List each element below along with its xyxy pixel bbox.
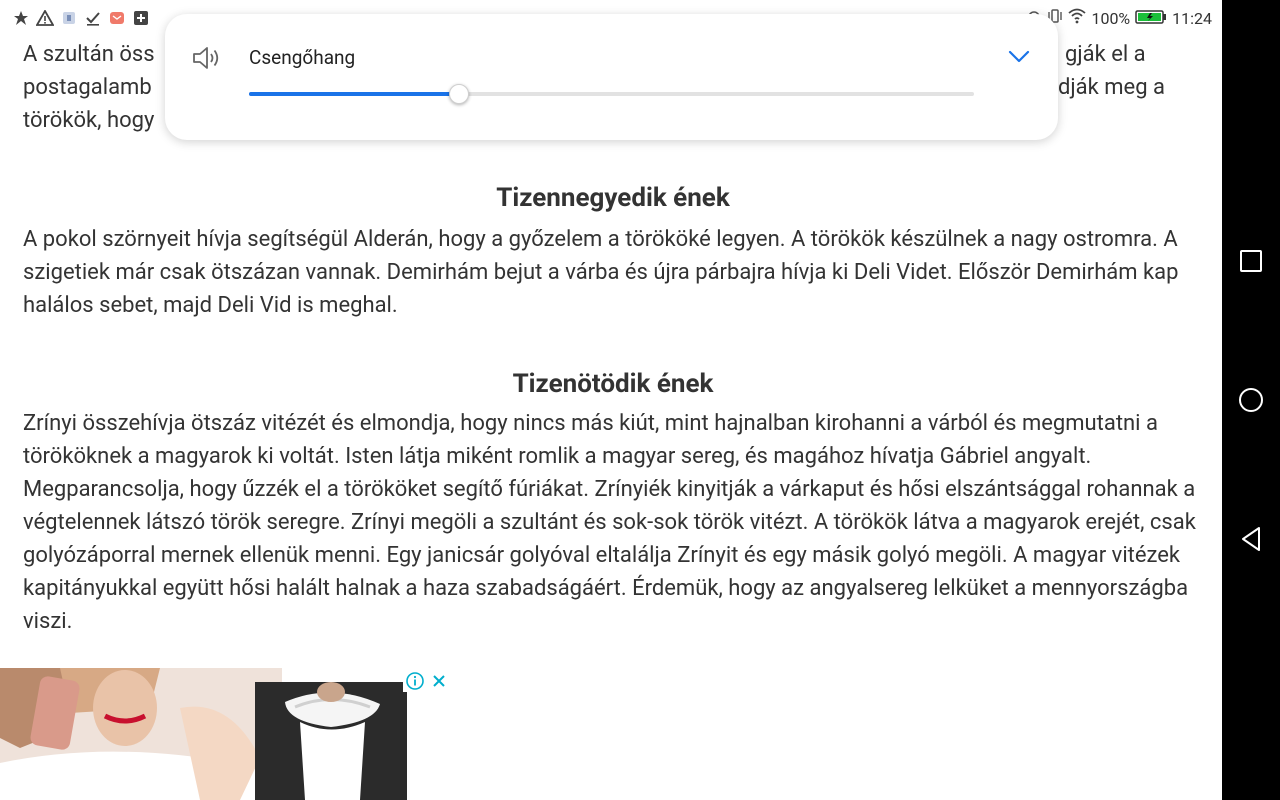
mail-app-icon xyxy=(108,9,126,27)
ad-info-icon[interactable] xyxy=(403,669,426,692)
volume-label: Csengőhang xyxy=(249,46,356,69)
triangle-back-icon[interactable] xyxy=(1236,524,1266,554)
paragraph-13-line-3-left: törökök, hogy xyxy=(23,108,155,133)
volume-slider-fill xyxy=(249,92,459,96)
paragraph-13-line-2-left: postagalamb xyxy=(23,75,152,100)
notification-icons xyxy=(12,9,150,27)
ad-image-right[interactable] xyxy=(255,682,407,800)
paragraph-13-line-2-right: dják meg a xyxy=(1058,75,1165,100)
paragraph-15: Zrínyi összehívja ötszáz vitézét és elmondja, hogy nincs más kiút, mint hajnalban kirohanni a várból és megmutatni a törököknek a magyarok ki voltát. Isten látja miként romlik a magyar sereg, és magához hívatja Gábriel angyalt. Megparancsolja, hogy űzzék el a törököket segítő fúriákat. Zrínyiék kinyitják a várkaput és hősi elszántsággal rohannak a végtelennek látszó török seregre. Zrínyi megöli a szultánt és sok-sok török vitézt. A törökök látva a magyarok erejét, csak golyózáporral mernek ellenük menni. Egy janicsár golyóval eltalálja Zrínyit és egy másik golyó megöli. A magyar vitézek kapitányukkal együtt hősi halált halnak a haza szabadságáért. Érdemük, hogy az angyalsereg lelküket a mennyországba viszi. xyxy=(23,411,1196,634)
square-icon[interactable] xyxy=(1236,246,1266,276)
paragraph-13-line-1-left: A szultán öss xyxy=(23,42,155,67)
add-box-icon xyxy=(132,9,150,27)
shield-app-icon xyxy=(60,9,78,27)
navigation-bar xyxy=(1222,0,1280,800)
paragraph-14: A pokol szörnyeit hívja segítségül Alderán, hogy a győzelem a törököké legyen. A törökök készülnek a nagy ostromra. A szigetiek már csak ötszázan vannak. Demirhám bejut a várba és újra párbajra hívja ki Deli Videt. Először Demirhám kap halálos sebet, majd Deli Vid is meghal. xyxy=(23,227,1179,318)
heading-15: Tizenötödik ének xyxy=(512,369,714,399)
volume-popup xyxy=(165,14,1058,140)
heading-14: Tizennegyedik ének xyxy=(496,183,730,213)
battery-icon xyxy=(1135,9,1167,28)
chevron-down-icon[interactable] xyxy=(1008,48,1030,64)
speaker-icon[interactable] xyxy=(191,44,223,72)
ad-close-icon[interactable] xyxy=(427,669,450,692)
battery-percent: 100% xyxy=(1091,8,1131,28)
circle-icon[interactable] xyxy=(1236,385,1266,415)
ad-banner[interactable] xyxy=(0,668,450,800)
paragraph-13-line-1-right: gják el a xyxy=(1065,42,1146,67)
warning-icon xyxy=(36,9,54,27)
volume-slider[interactable] xyxy=(249,92,974,96)
volume-slider-thumb[interactable] xyxy=(449,84,469,104)
clock: 11:24 xyxy=(1172,8,1212,28)
wifi-icon xyxy=(1068,8,1086,28)
app-notification-icon xyxy=(12,9,30,27)
check-icon xyxy=(84,9,102,27)
ad-image-left[interactable] xyxy=(0,668,282,800)
